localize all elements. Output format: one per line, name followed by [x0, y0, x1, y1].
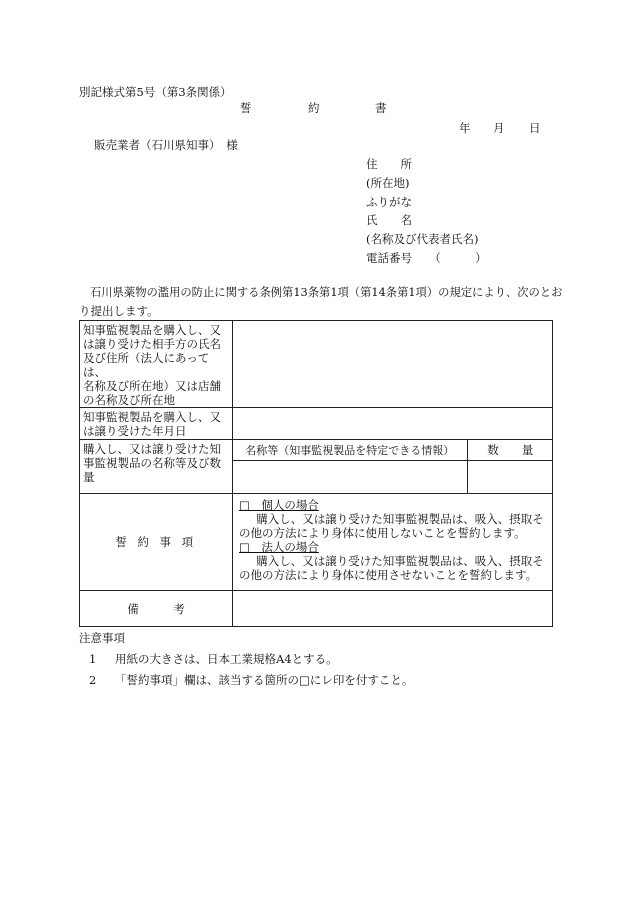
remarks-value[interactable]	[233, 591, 553, 627]
product-name-value[interactable]	[233, 460, 467, 493]
product-subtable-cell	[233, 440, 553, 494]
label-line: 知事監視製品を購入し、又	[83, 323, 221, 337]
date-day: 日	[529, 121, 541, 135]
table-row	[80, 494, 553, 591]
pledge-form-table	[79, 320, 553, 627]
note-number: 1	[89, 652, 97, 666]
label-line: 知事監視製品を購入し、又	[83, 410, 221, 424]
notes-heading: 注意事項	[79, 631, 125, 645]
note-text: 「誓約事項」欄は、該当する箇所の□にレ印を付すこと。	[115, 673, 414, 687]
title-char-3: 書	[375, 101, 387, 115]
addressee: 販売業者（石川県知事） 様	[94, 138, 238, 152]
label-line: 量	[83, 470, 95, 484]
name-note: (名称及び代表者氏名)	[366, 232, 479, 246]
furigana-label: ふりがな	[366, 195, 412, 209]
individual-checkbox-heading[interactable]: □ 個人の場合	[239, 498, 319, 512]
title-char-2: 約	[308, 101, 320, 115]
purchase-date-label	[80, 408, 233, 440]
remarks-label: 備 考	[80, 591, 233, 627]
corporate-pledge-text: 購入し、又は譲り受けた知事監視製品は、吸入、摂取その他の方法により身体に使用させないことを誓約します。	[239, 554, 544, 582]
intro-text-line2: り提出します。	[79, 304, 159, 318]
form-number: 別記様式第5号（第3条関係）	[79, 85, 232, 99]
label-line: 及び住所（法人にあっては、	[83, 351, 210, 379]
label-line: 事監視製品の名称等及び数	[83, 456, 221, 470]
product-subtable	[233, 440, 553, 493]
name-label: 氏 名	[366, 213, 412, 227]
note-text: 用紙の大きさは、日本工業規格A4とする。	[115, 652, 338, 666]
table-row	[80, 440, 553, 494]
notes-section	[79, 628, 413, 691]
address-note: (所在地)	[366, 176, 410, 190]
label-line: の名称及び所在地	[83, 393, 175, 407]
quantity-header: 数 量	[467, 440, 553, 460]
address-label: 住 所	[366, 157, 412, 171]
phone-label: 電話番号 （ ）	[366, 251, 487, 265]
label-line: は譲り受けた年月日	[83, 424, 187, 438]
date-year: 年	[459, 121, 471, 135]
purchase-date-value[interactable]	[233, 408, 553, 440]
table-row	[80, 321, 553, 408]
counterparty-label	[80, 321, 233, 408]
note-item	[79, 649, 413, 670]
intro-text-line1: 石川県薬物の濫用の防止に関する条例第13条第1項（第14条第1項）の規定により、次のとお	[90, 286, 563, 299]
pledge-content	[233, 494, 553, 591]
table-row	[80, 591, 553, 627]
note-number: 2	[89, 673, 97, 687]
counterparty-value[interactable]	[233, 321, 553, 408]
individual-pledge-text: 購入し、又は譲り受けた知事監視製品は、吸入、摂取その他の方法により身体に使用しないことを誓約します。	[239, 512, 544, 540]
note-item	[79, 670, 413, 691]
product-name-header: 名称等（知事監視製品を特定できる情報）	[233, 440, 467, 460]
product-label	[80, 440, 233, 494]
label-line: 名称及び所在地）又は店舗	[83, 379, 221, 393]
label-line: 購入し、又は譲り受けた知	[83, 442, 221, 456]
label-line: は譲り受けた相手方の氏名	[83, 337, 221, 351]
date-month: 月	[493, 121, 505, 135]
pledge-label: 誓 約 事 項	[80, 494, 233, 591]
quantity-value[interactable]	[467, 460, 553, 493]
title-char-1: 誓	[240, 101, 252, 115]
corporate-checkbox-heading[interactable]: □ 法人の場合	[239, 540, 319, 554]
table-row	[80, 408, 553, 440]
